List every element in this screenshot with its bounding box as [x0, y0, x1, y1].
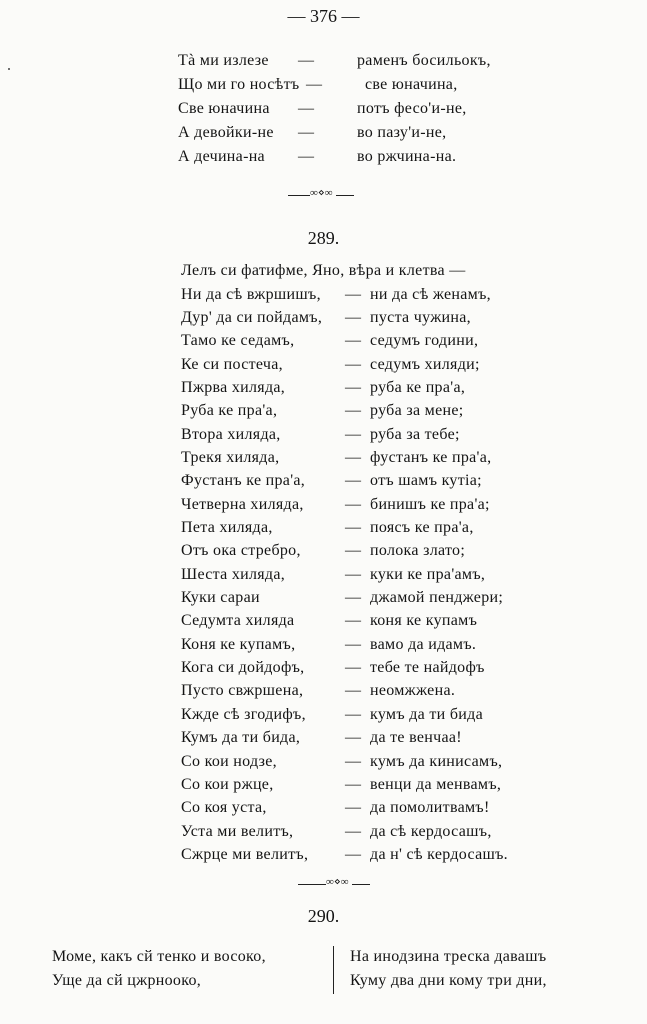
verse-right: фустанъ ке пра'а,	[370, 448, 492, 466]
verse-dash: —	[345, 285, 362, 303]
poem-290-left-line: Моме, какъ сй тенко и восоко,	[52, 948, 266, 965]
ornament-flourish-icon: ∞⋄∞	[326, 876, 349, 888]
verse-dash: —	[345, 355, 362, 373]
section-ornament	[288, 187, 354, 200]
verse-dash: —	[298, 52, 315, 69]
verse-dash: —	[345, 659, 362, 677]
verse-left: Втора хиляда,	[181, 425, 281, 443]
verse-left: Сжрце ми велитъ,	[181, 845, 309, 863]
poem-290-left-line: Уще да сй цжрнооко,	[52, 972, 202, 989]
verse-right: поясъ ке пра'а,	[370, 519, 474, 536]
verse-left: Фустанъ ке пра'а,	[181, 472, 306, 490]
verse-right: ни да сѣ женамъ,	[370, 285, 491, 303]
verse-dash: —	[345, 752, 362, 770]
verse-right: вамо да идамъ.	[370, 635, 477, 653]
verse-right: неомжжена.	[370, 682, 456, 700]
verse-right: во ржчина-на.	[357, 148, 457, 165]
verse-dash: —	[345, 822, 362, 840]
verse-dash: —	[345, 425, 362, 443]
poem-290-right-line: На инодзина треска давашъ	[350, 948, 547, 965]
verse-dash: —	[345, 845, 362, 863]
verse-left: Що ми го носѣтъ	[178, 76, 300, 93]
verse-right: да те венчаа!	[370, 729, 462, 747]
verse-right: потъ фесо'и-не,	[357, 100, 467, 117]
verse-left: Шеста хиляда,	[181, 565, 286, 583]
verse-dash: —	[345, 799, 362, 817]
verse-right: коня ке купамъ	[370, 612, 478, 630]
verse-dash: —	[306, 76, 323, 93]
verse-dash: —	[345, 775, 362, 793]
verse-left: Пусто свжршена,	[181, 682, 304, 700]
verse-left: Со кои нодзе,	[181, 752, 277, 770]
verse-left: Пжрва хиляда,	[181, 378, 286, 396]
verse-dash: —	[345, 589, 362, 607]
ornament-flourish-icon: ∞⋄∞	[310, 187, 333, 199]
poem-290-right-line: Куму два дни кому три дни,	[350, 972, 547, 989]
verse-dash: —	[298, 100, 315, 117]
verse-right: пуста чужина,	[370, 308, 471, 326]
scan-speck	[8, 68, 10, 70]
verse-dash: —	[298, 148, 315, 165]
poem-number-289: 289.	[307, 228, 340, 248]
verse-dash: —	[345, 635, 362, 653]
verse-dash: —	[345, 542, 362, 560]
verse-right: джамой пенджери;	[370, 589, 504, 607]
verse-right: тебе те найдофъ	[370, 659, 485, 677]
verse-left: Тамо ке седамъ,	[181, 332, 295, 350]
verse-right: седумъ години,	[370, 332, 479, 350]
verse-left: Отъ ока стребро,	[181, 542, 301, 560]
verse-left: Кжде сѣ згодифъ,	[181, 705, 306, 723]
verse-right: куки ке пра'амъ,	[370, 565, 486, 583]
verse-left: Куки сараи	[181, 589, 260, 607]
verse-left: Уста ми велитъ,	[181, 822, 294, 840]
verse-right: седумъ хиляди;	[370, 355, 480, 373]
poem-number-290: 290.	[307, 906, 340, 926]
verse-left: Ке си постеча,	[181, 355, 283, 373]
verse-right: бинишъ ке пра'а;	[370, 495, 490, 513]
verse-right: кумъ да кинисамъ,	[370, 752, 503, 770]
verse-right: све юначина,	[365, 76, 458, 93]
column-divider	[333, 946, 334, 994]
poem-289-first-line: Лелъ си фатифме, Яно, вѣра и клетва —	[181, 262, 466, 279]
verse-dash: —	[345, 682, 362, 700]
verse-right: руба за мене;	[370, 402, 464, 420]
verse-right: да сѣ кердосашъ,	[370, 822, 492, 840]
verse-left: Со кои ржце,	[181, 775, 274, 793]
verse-left: А девойки-не	[178, 124, 274, 141]
verse-dash: —	[345, 308, 362, 326]
verse-left: Коня ке купамъ,	[181, 635, 296, 653]
verse-left: Со коя уста,	[181, 799, 267, 817]
verse-left: Руба ке пра'а,	[181, 402, 278, 420]
verse-dash: —	[345, 565, 362, 583]
verse-left: А дечина-на	[178, 148, 265, 165]
verse-dash: —	[345, 402, 362, 420]
verse-dash: —	[345, 448, 362, 466]
section-ornament	[298, 876, 370, 889]
verse-dash: —	[345, 519, 362, 536]
verse-right: кумъ да ти бида	[370, 705, 483, 723]
verse-right: полока злато;	[370, 542, 466, 560]
page-number-header: — 376 —	[287, 6, 360, 26]
verse-dash: —	[345, 332, 362, 350]
verse-left: Све юначина	[178, 100, 270, 117]
verse-dash: —	[345, 705, 362, 723]
verse-dash: —	[345, 495, 362, 513]
verse-left: Четверна хиляда,	[181, 495, 304, 513]
verse-right: руба за тебе;	[370, 425, 460, 443]
verse-left: Пета хиляда,	[181, 519, 273, 536]
verse-left: Дур' да си пойдамъ,	[181, 308, 323, 326]
verse-dash: —	[345, 612, 362, 630]
verse-right: отъ шамъ кутiа;	[370, 472, 482, 490]
verse-right: раменъ босильокъ,	[357, 52, 491, 69]
verse-left: Кумъ да ти бида,	[181, 729, 301, 747]
verse-right: венци да менвамъ,	[370, 775, 502, 793]
verse-right: да помолитвамъ!	[370, 799, 490, 817]
verse-dash: —	[345, 729, 362, 747]
verse-left: Ни да сѣ вжршишъ,	[181, 285, 321, 303]
verse-left: Тà ми излезе	[178, 52, 269, 69]
verse-right: во пазу'и-не,	[357, 124, 447, 141]
verse-left: Трекя хиляда,	[181, 448, 280, 466]
verse-left: Кога си дойдофъ,	[181, 659, 305, 677]
verse-right: да н' сѣ кердосашъ.	[370, 845, 508, 863]
verse-right: руба ке пра'а,	[370, 378, 466, 396]
verse-left: Седумта хиляда	[181, 612, 295, 630]
verse-dash: —	[345, 472, 362, 490]
verse-dash: —	[345, 378, 362, 396]
verse-dash: —	[298, 124, 315, 141]
